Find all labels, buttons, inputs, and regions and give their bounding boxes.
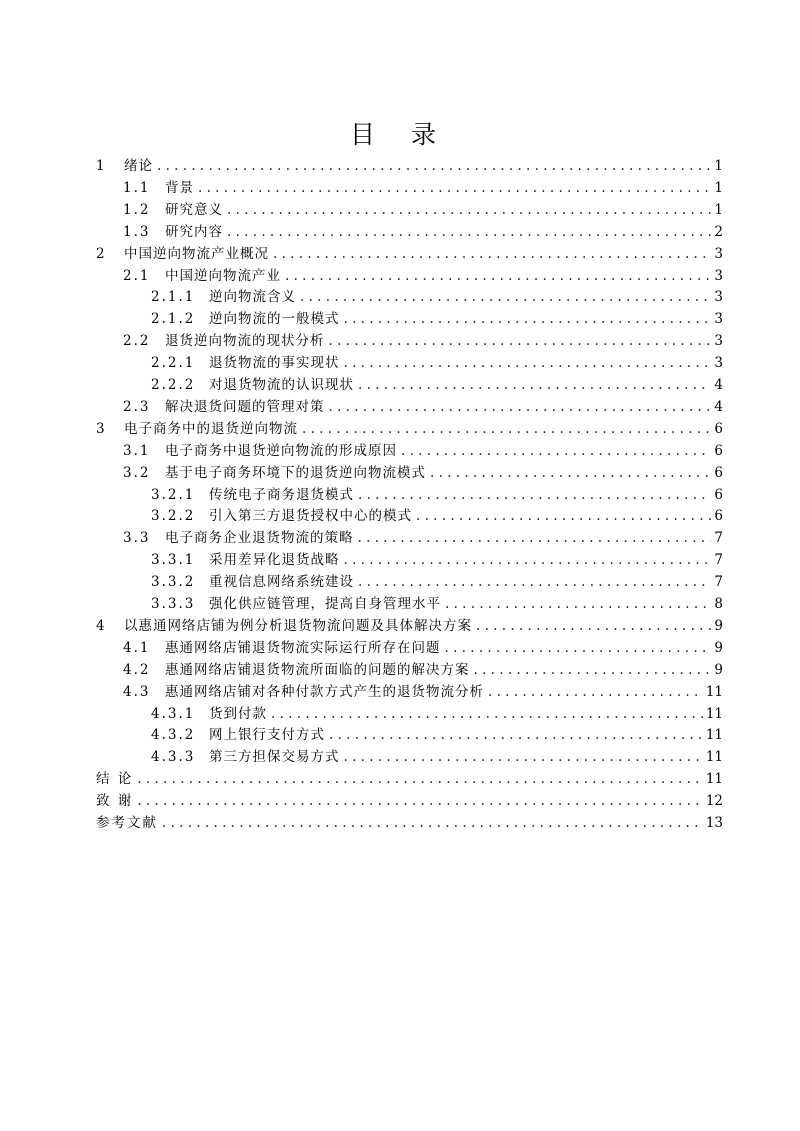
toc-entry-label: 引入第三方退货授权中心的模式 [209, 508, 412, 525]
toc-entry[interactable] [123, 527, 723, 549]
toc-entry-label: 惠通网络店铺退货物流所面临的问题的解决方案 [165, 661, 470, 678]
toc-entry-page-number: 1 [714, 179, 723, 196]
toc-entry[interactable] [96, 768, 723, 790]
toc-entry-label: 采用差异化退货战略 [209, 552, 340, 569]
dot-leader [329, 330, 712, 352]
toc-title: 目 录 [350, 120, 450, 149]
toc-entry-page-number: 3 [714, 245, 723, 262]
toc-entry-page-number: 6 [714, 442, 723, 459]
dot-leader [137, 768, 703, 790]
toc-entry-page-number: 11 [705, 749, 723, 766]
toc-entry-label: 解决退货问题的管理对策 [165, 398, 325, 415]
toc-entry-number: 2 [96, 245, 107, 262]
toc-entry-number: 3 [96, 420, 107, 437]
toc-entry-number: 2.3 [123, 398, 151, 415]
toc-entry-label: 强化供应链管理，提高自身管理水平 [209, 596, 441, 612]
toc-entry-number: 4.3 [123, 683, 151, 700]
toc-entry-label: 对退货物流的认识现状 [209, 377, 354, 393]
toc-entry-page-number: 7 [714, 552, 723, 569]
toc-entry-label: 电子商务企业退货物流的策略 [165, 530, 354, 547]
toc-entry[interactable] [151, 286, 723, 308]
toc-entry-label: 研究意义 [165, 201, 223, 218]
dot-leader [476, 615, 711, 637]
toc-entry[interactable] [151, 352, 723, 374]
toc-entry-label: 研究内容 [165, 223, 223, 240]
toc-entry-page-number: 4 [714, 377, 723, 393]
toc-entry[interactable] [96, 418, 723, 440]
toc-entry-page-number: 8 [714, 596, 723, 612]
toc-entry-number: 4.3.1 [151, 705, 196, 722]
toc-entry-number: 4 [96, 617, 107, 634]
toc-entry-page-number: 9 [714, 617, 723, 634]
toc-entry-number: 3.3.2 [151, 574, 196, 591]
toc-entry-page-number: 7 [714, 530, 723, 547]
dot-leader [488, 681, 703, 703]
toc-entry-label: 背景 [165, 179, 194, 196]
toc-entry-number: 2.1 [123, 267, 151, 284]
toc-entry[interactable] [96, 812, 723, 834]
dot-leader [137, 790, 703, 812]
toc-entry-page-number: 1 [714, 201, 723, 218]
toc-entry-page-number: 11 [705, 705, 723, 722]
toc-entry-page-number: 3 [714, 355, 723, 372]
toc-entry-page-number: 12 [705, 793, 723, 810]
toc-entry[interactable] [123, 681, 723, 703]
toc-entry-number: 2.1.2 [151, 311, 196, 328]
dot-leader [302, 418, 711, 440]
toc-entry-number: 4.2 [123, 661, 151, 678]
toc-entry-page-number: 11 [705, 683, 723, 700]
toc-entry-label: 电子商务中的退货逆向物流 [124, 420, 298, 437]
dot-leader [329, 396, 712, 418]
toc-entry[interactable] [123, 659, 723, 681]
dot-leader [285, 265, 711, 287]
toc-entry[interactable] [96, 615, 723, 637]
dot-leader [358, 484, 711, 506]
toc-entry-number: 2.2.1 [151, 355, 196, 372]
dot-leader [344, 308, 712, 330]
dot-leader [344, 352, 712, 374]
toc-entry-number: 1 [96, 158, 107, 174]
toc-entry[interactable] [123, 462, 723, 484]
toc-entry-number: 3.3.1 [151, 552, 196, 569]
toc-entry-page-number: 3 [714, 267, 723, 284]
toc-entry-label: 传统电子商务退货模式 [209, 486, 354, 503]
dot-leader [430, 462, 711, 484]
toc-entry[interactable] [151, 308, 723, 330]
toc-entry-number: 4.3.3 [151, 749, 196, 766]
toc-entry[interactable] [123, 330, 723, 352]
toc-entry-label: 中国逆向物流产业 [165, 267, 281, 284]
toc-entry-label: 逆向物流的一般模式 [209, 311, 340, 328]
toc-entry[interactable] [151, 571, 723, 593]
toc-entry-page-number: 3 [714, 289, 723, 306]
toc-entry-label: 惠通网络店铺退货物流实际运行所存在问题 [165, 639, 441, 656]
toc-entry-label: 致 谢 [96, 793, 134, 810]
dot-leader [358, 374, 711, 396]
toc-entry-number: 1.2 [123, 201, 151, 218]
toc-entry[interactable] [151, 724, 723, 746]
dot-leader [162, 812, 703, 834]
toc-entry-page-number: 13 [705, 815, 723, 831]
toc-entry-label: 结 论 [96, 771, 134, 788]
toc-entry-page-number: 6 [714, 508, 723, 525]
toc-entry[interactable] [123, 199, 723, 221]
toc-entry-label: 惠通网络店铺对各种付款方式产生的退货物流分析 [165, 683, 484, 700]
toc-entry-label: 重视信息网络系统建设 [209, 574, 354, 591]
toc-entry[interactable] [151, 484, 723, 506]
toc-entry-number: 4.3.2 [151, 727, 196, 744]
toc-entry[interactable] [123, 396, 723, 418]
toc-entry-page-number: 11 [705, 727, 723, 744]
toc-entry-page-number: 9 [714, 661, 723, 678]
toc-entry[interactable] [123, 440, 723, 462]
toc-entry-page-number: 1 [714, 158, 723, 174]
toc-entry[interactable] [151, 703, 723, 725]
dot-leader [271, 703, 703, 725]
toc-entry-number: 2.1.1 [151, 289, 196, 306]
toc-entry-label: 逆向物流含义 [209, 289, 296, 306]
toc-entry[interactable] [123, 177, 723, 199]
dot-leader [157, 155, 711, 177]
toc-entry-number: 3.2.1 [151, 486, 196, 503]
dot-leader [445, 637, 712, 659]
dot-leader [401, 440, 711, 462]
dot-leader [227, 199, 711, 221]
toc-entry-label: 参考文献 [96, 815, 158, 831]
toc-entry-number: 1.1 [123, 179, 151, 196]
toc-entry-number: 2.2 [123, 333, 151, 350]
toc-entry[interactable] [151, 549, 723, 571]
toc-entry-label: 绪论 [124, 158, 153, 174]
toc-entry[interactable] [151, 746, 723, 768]
toc-entry[interactable] [151, 593, 723, 615]
toc-entry-page-number: 7 [714, 574, 723, 591]
toc-entry-page-number: 3 [714, 311, 723, 328]
dot-leader [358, 571, 711, 593]
toc-entry-page-number: 6 [714, 486, 723, 503]
toc-entry-label: 第三方担保交易方式 [209, 749, 340, 766]
toc-entry[interactable] [96, 155, 723, 177]
dot-leader [474, 659, 712, 681]
dot-leader [227, 221, 711, 243]
toc-entry[interactable] [123, 221, 723, 243]
toc-entry[interactable] [151, 505, 723, 527]
toc-entry[interactable] [151, 374, 723, 396]
toc-entry-number: 3.2.2 [151, 508, 196, 525]
dot-leader [344, 549, 712, 571]
toc-entry-number: 3.3.3 [151, 596, 196, 612]
toc-entry[interactable] [96, 243, 723, 265]
toc-entry-page-number: 11 [705, 771, 723, 788]
toc-entry-number: 3.3 [123, 530, 151, 547]
dot-leader [445, 593, 711, 615]
toc-entry[interactable] [123, 265, 723, 287]
toc-entry[interactable] [96, 790, 723, 812]
dot-leader [416, 505, 711, 527]
toc-entry-page-number: 4 [714, 398, 723, 415]
toc-entry-label: 退货物流的事实现状 [209, 355, 340, 372]
toc-entry-label: 货到付款 [209, 705, 267, 722]
toc-entry-label: 基于电子商务环境下的退货逆向物流模式 [165, 464, 426, 481]
dot-leader [198, 177, 711, 199]
toc-entry-label: 退货逆向物流的现状分析 [165, 333, 325, 350]
toc-entry-page-number: 3 [714, 333, 723, 350]
toc-entry-page-number: 9 [714, 639, 723, 656]
toc-entry[interactable] [123, 637, 723, 659]
dot-leader [300, 286, 711, 308]
toc-entry-number: 1.3 [123, 223, 151, 240]
toc-entry-number: 3.2 [123, 464, 151, 481]
toc-entry-number: 2.2.2 [151, 377, 196, 393]
toc-entry-label: 网上银行支付方式 [209, 727, 325, 744]
toc-entry-number: 4.1 [123, 639, 151, 656]
dot-leader [273, 243, 711, 265]
toc-entry-page-number: 2 [714, 223, 723, 240]
dot-leader [329, 724, 703, 746]
toc-entry-number: 3.1 [123, 442, 151, 459]
dot-leader [358, 527, 712, 549]
toc-entry-label: 电子商务中退货逆向物流的形成原因 [165, 442, 397, 459]
toc-entry-page-number: 6 [714, 420, 723, 437]
toc-entry-page-number: 6 [714, 464, 723, 481]
toc-entry-label: 中国逆向物流产业概况 [124, 245, 269, 262]
toc-entry-label: 以惠通网络店铺为例分析退货物流问题及具体解决方案 [124, 617, 472, 634]
dot-leader [344, 746, 703, 768]
